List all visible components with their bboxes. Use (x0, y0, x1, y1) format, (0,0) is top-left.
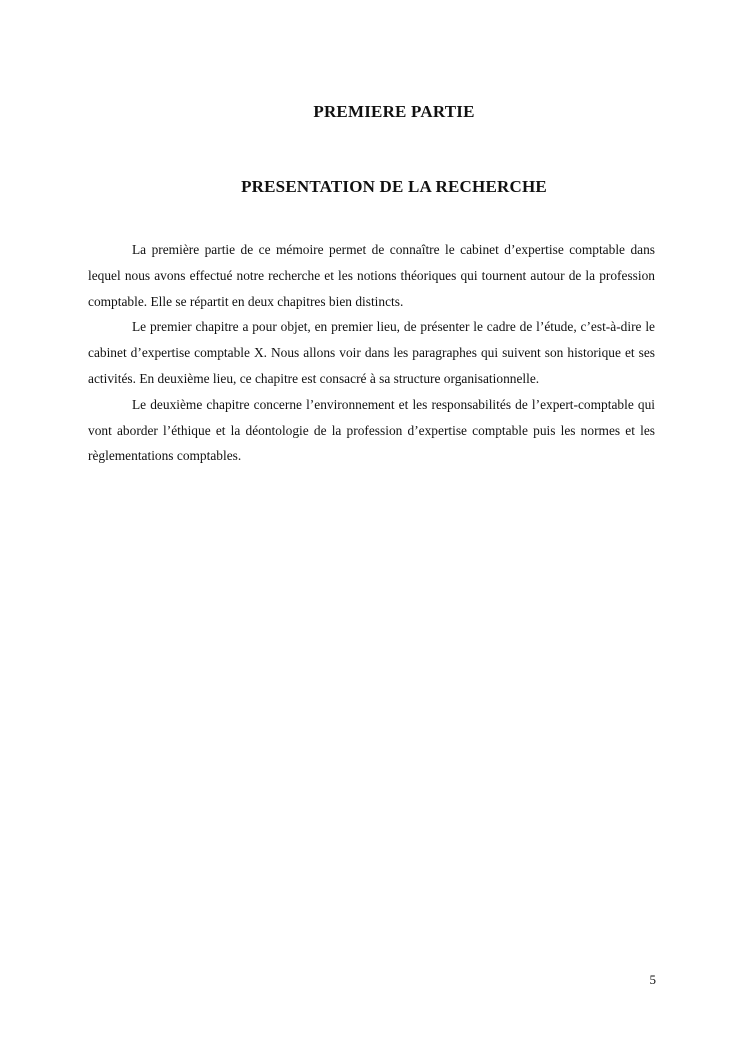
section-title: PRESENTATION DE LA RECHERCHE (241, 177, 547, 196)
paragraph-introduction: La première partie de ce mémoire permet de connaître le cabinet d’expertise comptable dans lequel nous avons effectué notre recherche et les notions théoriques qui tournent autour de la profession comptable. Elle se répartit en deux chapitres bien distincts. (88, 242, 655, 309)
page-number: 5 (649, 972, 656, 987)
paragraph-second-chapter: Le deuxième chapitre concerne l’environnement et les responsabilités de l’expert-comptable qui vont aborder l’éthique et la déontologie de la profession d’expertise comptable puis les normes et les règlementations comptables. (88, 396, 655, 464)
paragraph-first-chapter: Le premier chapitre a pour objet, en premier lieu, de présenter le cadre de l’étude, c’est-à-dire le cabinet d’expertise comptable X. Nous allons voir dans les paragraphes qui suivent son historique et ses activités. En deuxième lieu, ce chapitre est consacré à sa structure organisationnelle. (88, 319, 655, 386)
part-title: PREMIERE PARTIE (313, 102, 475, 121)
body-text (88, 237, 655, 469)
